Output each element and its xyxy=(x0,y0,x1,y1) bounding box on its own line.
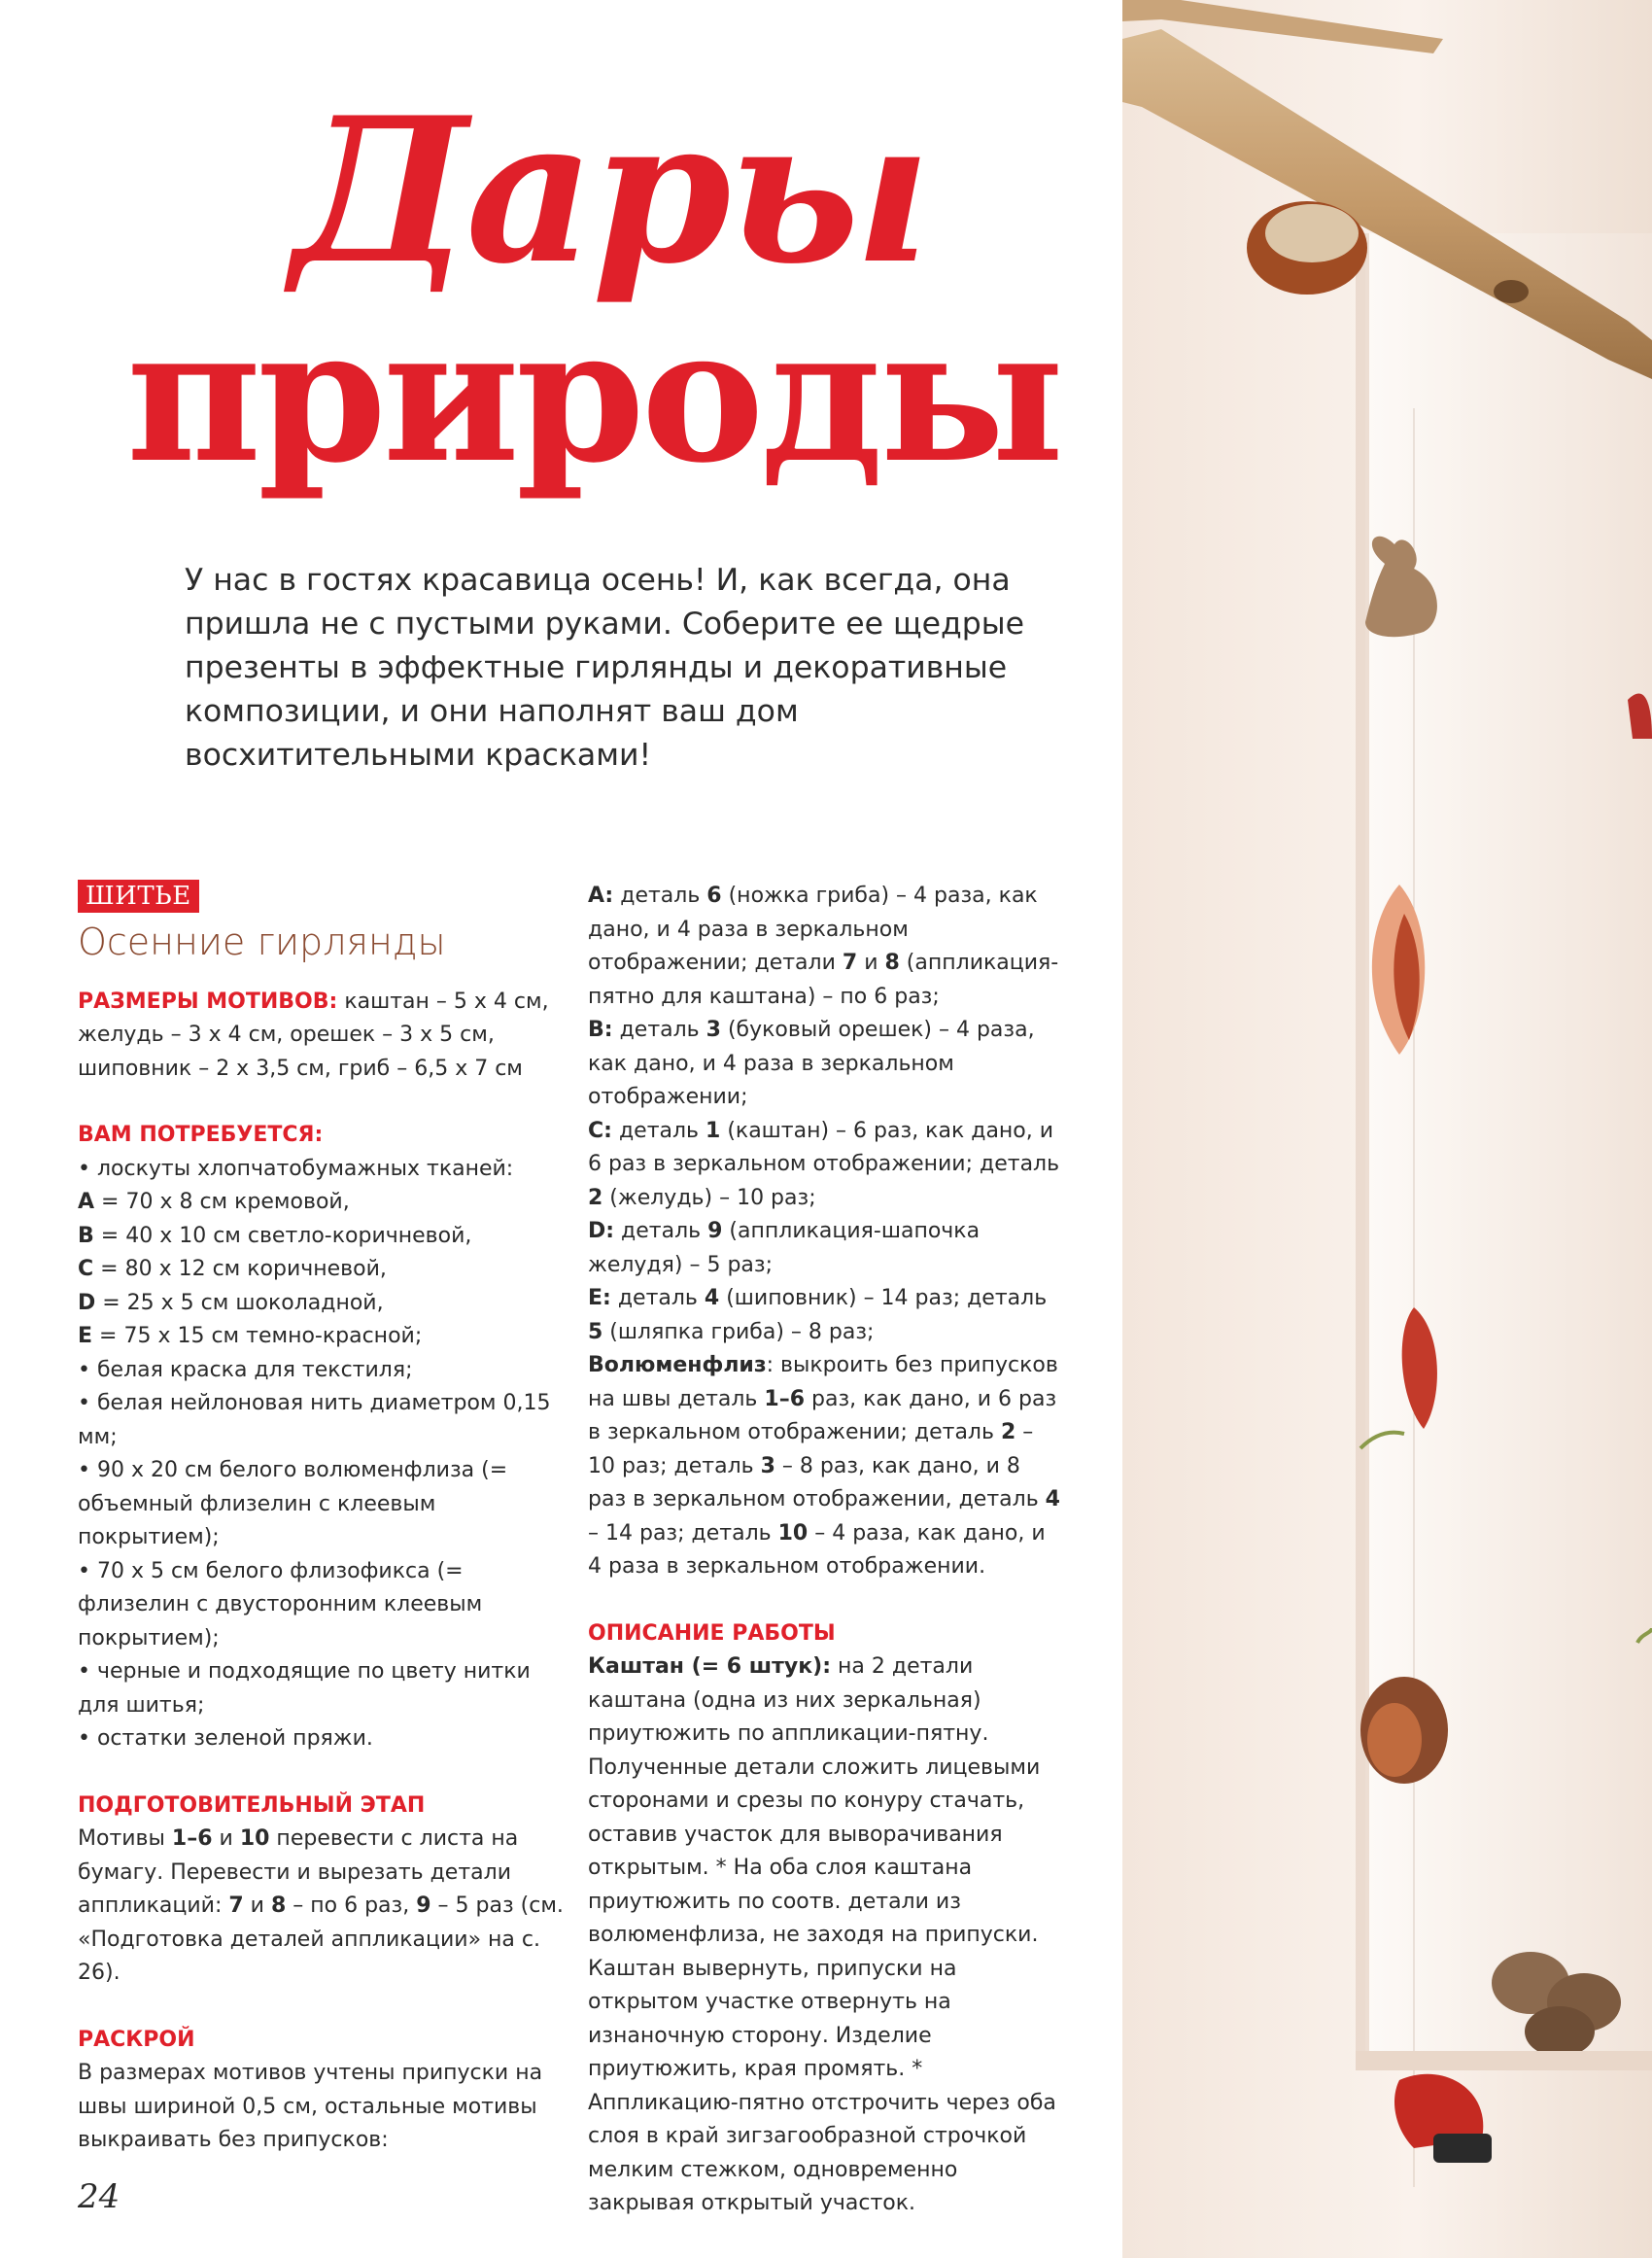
work-heading: ОПИСАНИЕ РАБОТЫ xyxy=(588,1620,836,1646)
fabric-letter: D xyxy=(78,1290,96,1315)
materials-heading: ВАМ ПОТРЕБУЕТСЯ: xyxy=(78,1123,324,1147)
fabric-text: = 40 х 10 см светло-коричневой, xyxy=(93,1223,472,1248)
materials-lead: • лоскуты хлопчатобумажных тканей: xyxy=(78,1156,514,1181)
material-item: • остатки зеленой пряжи. xyxy=(78,1726,373,1751)
fabric-c xyxy=(78,1253,564,1287)
material-item: • белая нейлоновая нить диаметром 0,15 мм; xyxy=(78,1391,551,1449)
fabric-text: = 70 х 8 см кремовой, xyxy=(94,1190,350,1214)
sizes-text: каштан – 5 х 4 см, желудь – 3 х 4 см, орешек – 3 х 5 см, шиповник – 2 х 3,5 см, гриб – 6,5 х 7 см xyxy=(78,989,549,1081)
fabric-b xyxy=(78,1220,564,1254)
cut-item-c: C: деталь 1 (каштан) – 6 раз, как дано, и 6 раз в зеркальном отображении; деталь 2 (желудь) – 10 раз; xyxy=(588,1118,1060,1210)
sizes-paragraph xyxy=(78,986,564,1087)
fabric-text: = 80 х 12 см коричневой, xyxy=(93,1257,387,1281)
fabric-letter: C xyxy=(78,1257,94,1281)
sizes-heading: РАЗМЕРЫ МОТИВОВ: xyxy=(78,989,338,1014)
prep-heading: ПОДГОТОВИТЕЛЬНЫЙ ЭТАП xyxy=(78,1792,426,1818)
left-column xyxy=(78,880,564,2158)
cut-item-e: E: деталь 4 (шиповник) – 14 раз; деталь 5 (шляпка гриба) – 8 раз; xyxy=(588,1286,1048,1344)
fabric-e xyxy=(78,1320,564,1354)
page-title xyxy=(126,75,1061,504)
cut-item-a: A: деталь 6 (ножка гриба) – 4 раза, как дано, и 4 раза в зеркальном отображении; детали 7 и 8 (аппликация-пятно для каштана) – по 6 раз; xyxy=(588,884,1059,1009)
rubric-badge: ШИТЬЕ xyxy=(78,880,199,913)
material-item: • 70 х 5 см белого флизофикса (= флизелин с двусторонним клеевым покрытием); xyxy=(78,1558,483,1650)
work-text xyxy=(588,1650,1064,2221)
work-lead: Каштан (= 6 штук): xyxy=(588,1654,832,1679)
fabric-text: = 75 х 15 см темно-красной; xyxy=(92,1324,423,1348)
article-subtitle: Осенние гирлянды xyxy=(78,920,446,963)
title-line-2: природы xyxy=(126,287,1061,504)
cutting-text: В размерах мотивов учтены припуски на швы шириной 0,5 см, остальные мотивы выкраивать без припусков: xyxy=(78,2061,543,2152)
window-sill xyxy=(1356,2051,1652,2070)
title-line-1: Дары xyxy=(292,75,929,308)
decor-photo xyxy=(1122,0,1652,2258)
page-number: 24 xyxy=(78,2177,120,2216)
cutting-heading: РАСКРОЙ xyxy=(78,2027,195,2052)
material-item: • белая краска для текстиля; xyxy=(78,1357,413,1382)
cut-item-b: B: деталь 3 (буковый орешек) – 4 раза, как дано, и 4 раза в зеркальном отображении; xyxy=(588,1018,1035,1109)
fabric-letter: A xyxy=(78,1190,95,1214)
fabric-text: = 25 х 5 см шоколадной, xyxy=(95,1290,384,1315)
prep-text: Мотивы 1–6 и 10 перевести с листа на бумагу. Перевести и вырезать детали аппликаций: 7 и 8 – по 6 раз, 9 – 5 раз (см. «Подготовка деталей аппликации» на с. 26). xyxy=(78,1826,564,1985)
fabric-a xyxy=(78,1186,564,1220)
cut-item-d: D: деталь 9 (аппликация-шапочка желудя) – 5 раз; xyxy=(588,1219,981,1277)
acorn-ornament xyxy=(1360,1677,1448,1784)
cut-item-volume: Волюменфлиз: выкроить без припусков на швы деталь 1–6 раз, как дано, и 6 раз в зеркальном отображении; деталь 2 – 10 раз; деталь 3 – 8 раз, как дано, и 8 раз в зеркальном отображении, деталь 4 – 14 раз; деталь 10 – 4 раза, как дано, и 4 раза в зеркальном отображении. xyxy=(588,1353,1060,1579)
wall-niche xyxy=(1365,233,1652,2061)
material-item: • черные и подходящие по цвету нитки для шитья; xyxy=(78,1659,531,1718)
fabric-d xyxy=(78,1287,564,1321)
fabric-letter: E xyxy=(78,1324,93,1348)
fabric-letter: B xyxy=(78,1223,94,1248)
branch-knot xyxy=(1494,280,1529,303)
material-item: • 90 х 20 см белого волюменфлиза (= объемный флизелин с клеевым покрытием); xyxy=(78,1458,508,1549)
middle-column xyxy=(588,880,1064,2221)
niche-edge-shadow xyxy=(1356,233,1369,2061)
work-body: на 2 детали каштана (одна из них зеркальная) приутюжить по аппликации-пятну. Полученные детали сложить лицевыми сторонами и срезы по конуру стачать, оставив участок для выворачивания открытым. * На оба слоя каштана приутюжить по соотв. детали из волюменфлиза, не заходя на припуски. Каштан вывернуть, припуски на открытом участке отвернуть на изнаночную сторону. Изделие приутюжить, края промять. * Аппликацию-пятно отстрочить через оба слоя в край зигзагообразной строчкой мелким стежком, одновременно закрывая открытый участок. xyxy=(588,1654,1056,2215)
intro-paragraph: У нас в гостях красавица осень! И, как всегда, она пришла не с пустыми руками. Соберите ее щедрые презенты в эффектные гирлянды и декоративные композиции, и они наполнят ваш дом восхитительными красками! xyxy=(185,563,1025,773)
chestnut-ornament xyxy=(1247,201,1367,295)
